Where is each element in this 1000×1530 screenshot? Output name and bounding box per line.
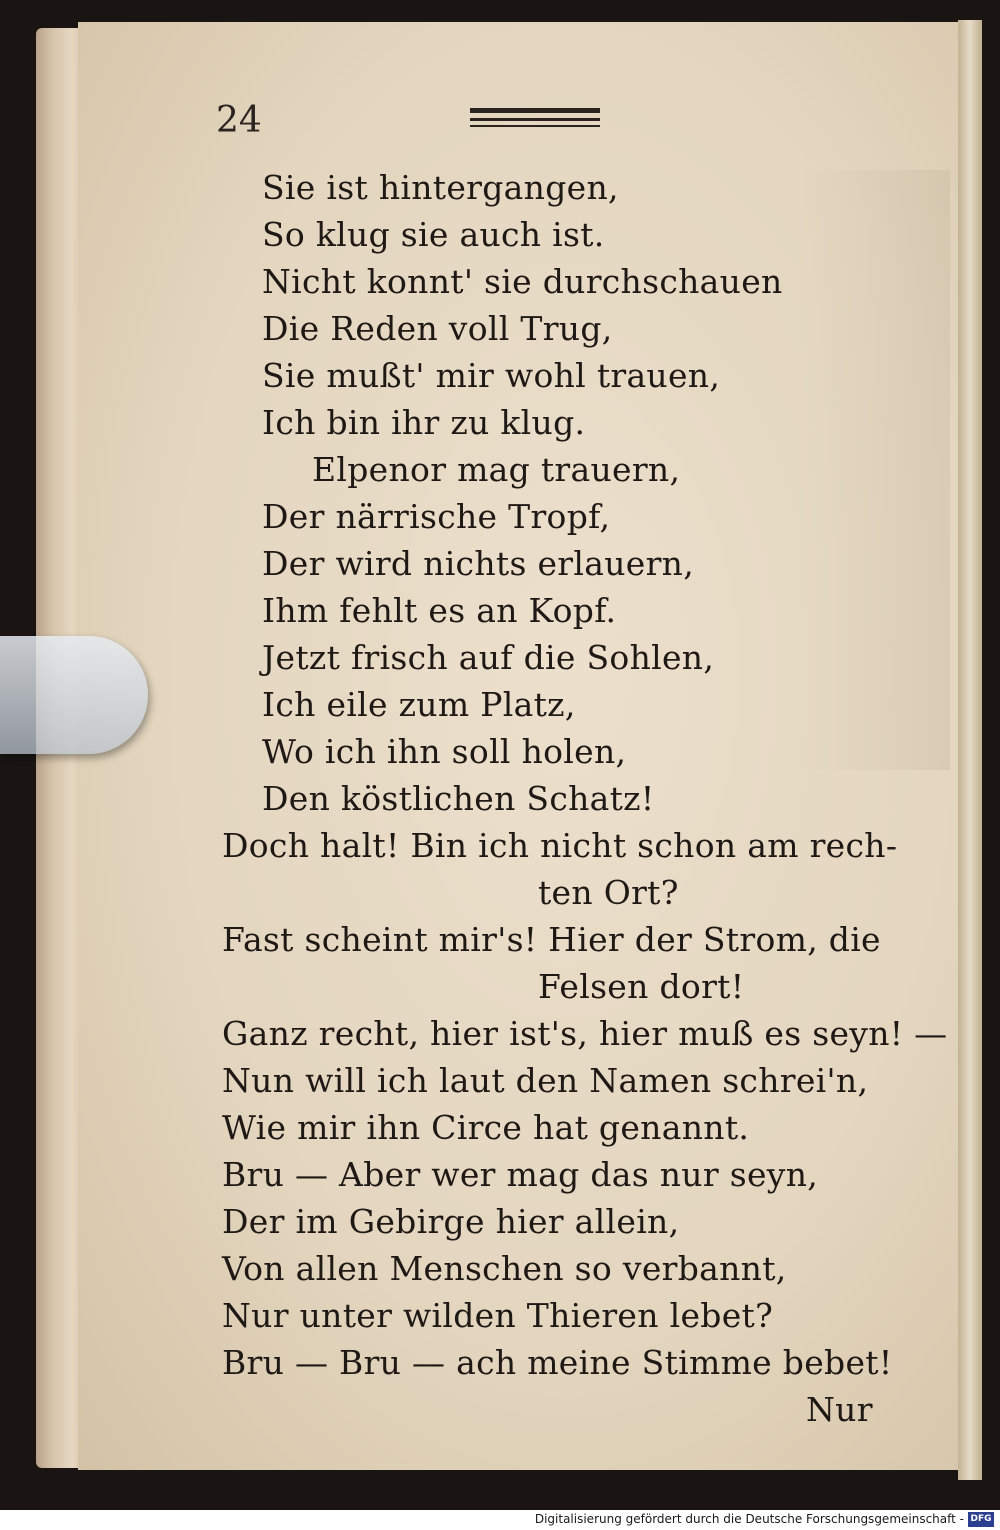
verse-line: Sie mußt' mir wohl trauen,: [262, 356, 721, 395]
verse-line: Die Reden voll Trug,: [262, 309, 613, 348]
page-clip: [0, 636, 148, 754]
header-rule: [470, 118, 600, 121]
verse-line: So klug sie auch ist.: [262, 215, 605, 254]
verse-line: Wo ich ihn soll holen,: [262, 732, 627, 771]
verse-line: Doch halt! Bin ich nicht schon am rech-: [222, 826, 898, 865]
header-rule: [470, 125, 600, 127]
verse-line: Wie mir ihn Circe hat genannt.: [222, 1108, 750, 1147]
verse-line: Ich eile zum Platz,: [262, 685, 576, 724]
facing-page-edge: [958, 20, 982, 1480]
verse-line: Von allen Menschen so verbannt,: [222, 1249, 787, 1288]
verse-line: Ihm fehlt es an Kopf.: [262, 591, 617, 630]
verse-line: Nur unter wilden Thieren lebet?: [222, 1296, 774, 1335]
verse-line: Der im Gebirge hier allein,: [222, 1202, 680, 1241]
verse-line: Jetzt frisch auf die Sohlen,: [262, 638, 715, 677]
verse-line: Ganz recht, hier ist's, hier muß es seyn! —: [222, 1014, 948, 1053]
footer-credit: Digitalisierung gefördert durch die Deutsche Forschungsgemeinschaft -: [534, 1512, 964, 1526]
catchword: Nur: [806, 1390, 873, 1429]
dfg-logo-icon: DFG: [968, 1512, 994, 1527]
verse-line: Fast scheint mir's! Hier der Strom, die: [222, 920, 881, 959]
verse-line: Sie ist hintergangen,: [262, 168, 619, 207]
verse-line: Der närrische Tropf,: [262, 497, 611, 536]
verse-line: ten Ort?: [538, 873, 679, 912]
verse-line: Ich bin ihr zu klug.: [262, 403, 586, 442]
header-rule: [470, 108, 600, 113]
verse-line: Den köstlichen Schatz!: [262, 779, 655, 818]
page-number: 24: [216, 100, 262, 141]
verse-line: Bru — Bru — ach meine Stimme bebet!: [222, 1343, 893, 1382]
show-through: [800, 170, 950, 770]
verse-line: Elpenor mag trauern,: [312, 450, 681, 489]
verse-line: Felsen dort!: [538, 967, 745, 1006]
verse-line: Bru — Aber wer mag das nur seyn,: [222, 1155, 819, 1194]
verse-line: Nun will ich laut den Namen schrei'n,: [222, 1061, 869, 1100]
verse-line: Nicht konnt' sie durchschauen: [262, 262, 783, 301]
verse-line: Der wird nichts erlauern,: [262, 544, 695, 583]
